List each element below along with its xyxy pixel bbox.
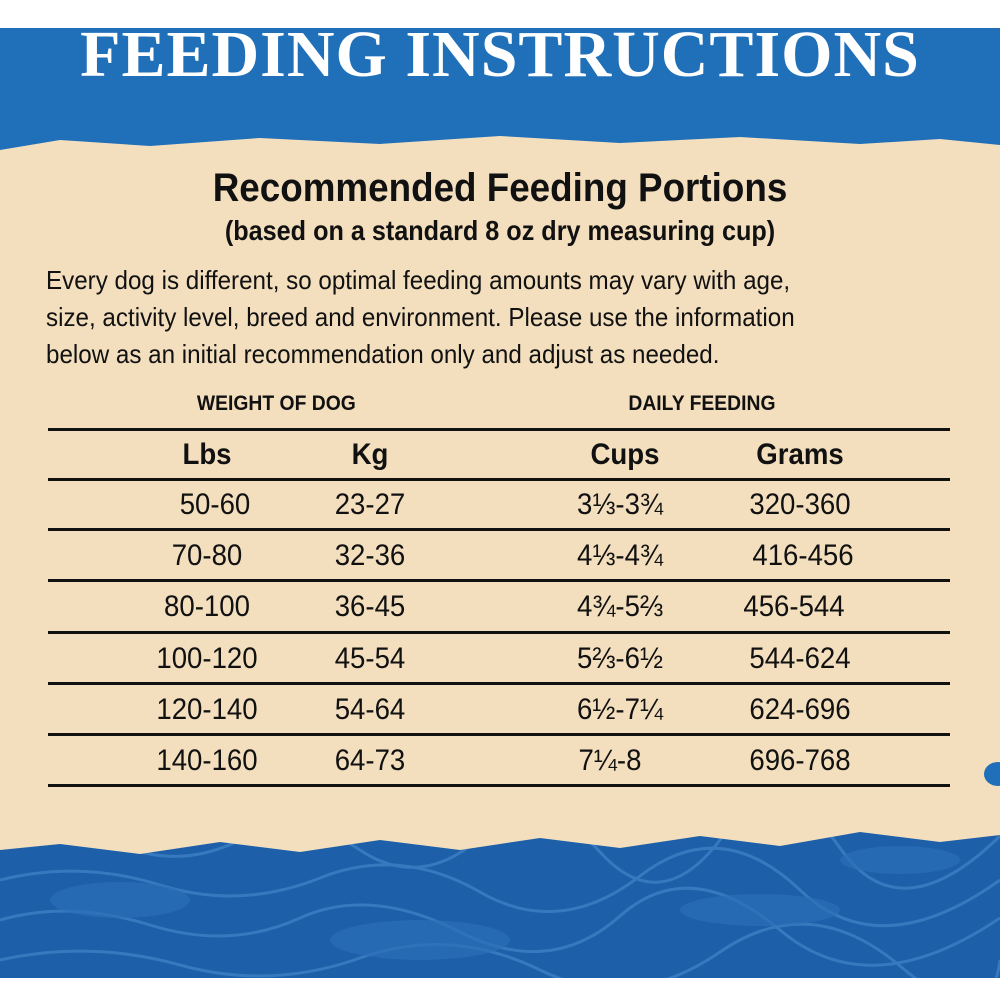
intro-line: Every dog is different, so optimal feeding amounts may vary with age,: [46, 265, 791, 295]
table-rule: [48, 528, 950, 531]
cell-lbs: 80-100: [164, 590, 250, 623]
cell-grams: 544-624: [749, 642, 851, 675]
cell-cups: 6½-7¼: [577, 693, 663, 726]
cell-lbs: 50-60: [179, 488, 251, 521]
table-rule: [48, 784, 950, 787]
column-header-kg: Kg: [351, 438, 389, 471]
cell-lbs: 120-140: [156, 693, 258, 726]
cell-grams: 696-768: [749, 744, 851, 777]
cell-cups: 5⅔-6½: [577, 642, 663, 675]
column-header-lbs: Lbs: [182, 438, 232, 471]
cell-cups: 7¼-8: [578, 744, 642, 777]
intro-line: size, activity level, breed and environment. Please use the information: [46, 302, 795, 332]
table-rule: [48, 733, 950, 736]
column-header-grams: Grams: [756, 438, 844, 471]
cell-cups: 4¾-5⅔: [577, 590, 663, 623]
cell-lbs: 70-80: [171, 539, 243, 572]
cell-kg: 54-64: [334, 693, 406, 726]
cell-grams: 624-696: [749, 693, 851, 726]
cell-lbs: 100-120: [156, 642, 258, 675]
cell-lbs: 140-160: [156, 744, 258, 777]
cell-kg: 32-36: [334, 539, 406, 572]
cell-grams: 416-456: [752, 539, 854, 572]
intro-paragraph: [46, 262, 883, 373]
cell-cups: 3⅓-3¾: [577, 488, 663, 521]
section-heading: Recommended Feeding Portions: [212, 166, 788, 210]
table-rule: [48, 682, 950, 685]
cell-kg: 23-27: [334, 488, 406, 521]
section-subheading: (based on a standard 8 oz dry measuring cup): [224, 215, 776, 246]
group-label-weight: WEIGHT OF DOG: [196, 392, 356, 415]
cell-kg: 36-45: [334, 590, 406, 623]
cell-cups: 4⅓-4¾: [577, 539, 663, 572]
table-rule: [48, 428, 950, 431]
cell-kg: 64-73: [334, 744, 406, 777]
table-rule: [48, 478, 950, 481]
table-rule: [48, 579, 950, 582]
cell-grams: 456-544: [743, 590, 845, 623]
cell-kg: 45-54: [334, 642, 406, 675]
intro-line: below as an initial recommendation only and adjust as needed.: [46, 339, 720, 369]
cell-grams: 320-360: [749, 488, 851, 521]
table-rule: [48, 631, 950, 634]
group-label-daily-feeding: DAILY FEEDING: [628, 392, 776, 415]
column-header-cups: Cups: [590, 438, 660, 471]
page-title: FEEDING INSTRUCTIONS: [80, 18, 920, 91]
edge-splash: [976, 760, 1000, 788]
